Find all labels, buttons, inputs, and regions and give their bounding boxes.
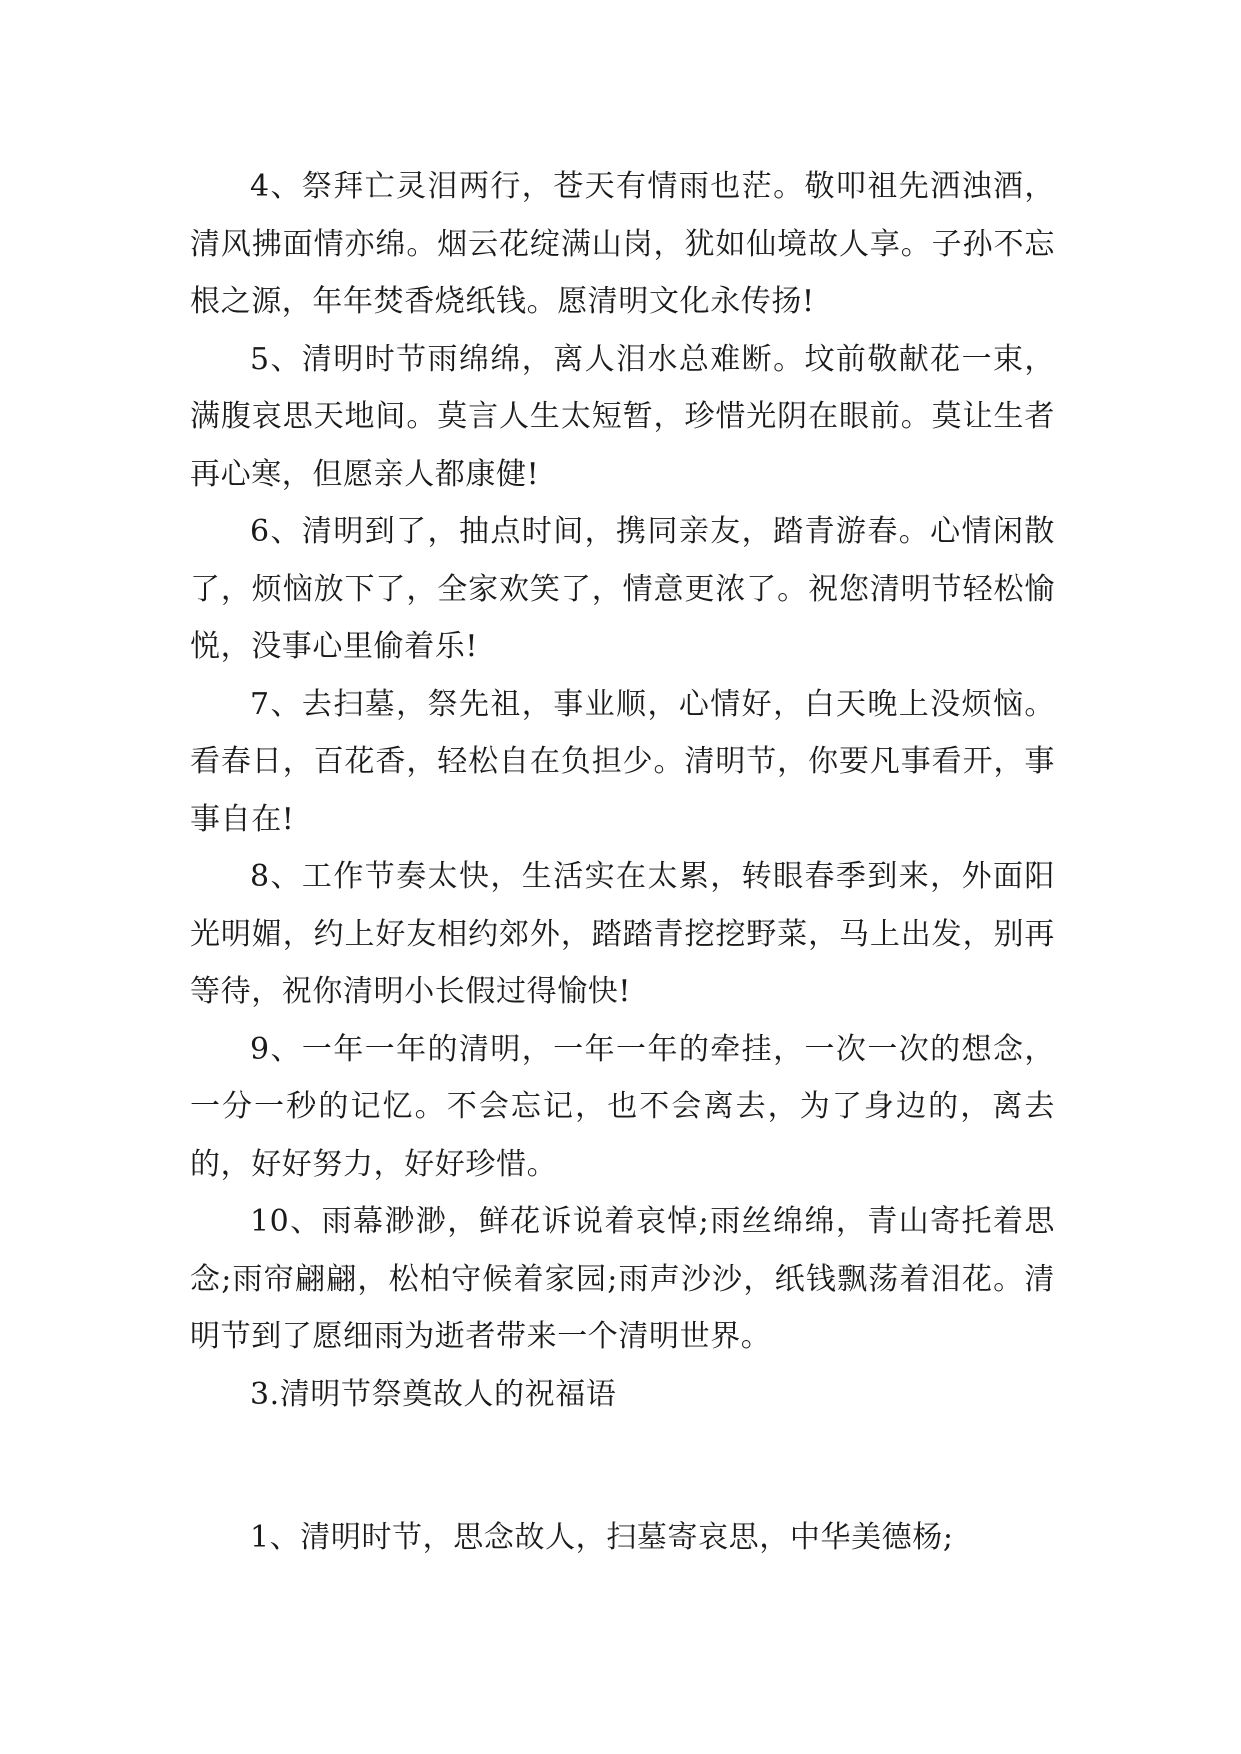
section-spacer	[190, 1423, 1055, 1509]
paragraph-7: 7、去扫墓，祭先祖，事业顺，心情好，白天晚上没烦恼。看春日，百花香，轻松自在负担少。清明节，你要凡事看开，事事自在!	[190, 686, 1055, 837]
paragraph-6: 6、清明到了，抽点时间，携同亲友，踏青游春。心情闲散了，烦恼放下了，全家欢笑了，情意更浓了。祝您清明节轻松愉悦，没事心里偷着乐!	[190, 514, 1055, 664]
section-heading: 3.清明节祭奠故人的祝福语	[250, 1376, 617, 1412]
paragraph-8: 8、工作节奏太快，生活实在太累，转眼春季到来，外面阳光明媚，约上好友相约郊外，踏踏青挖挖野菜，马上出发，别再等待，祝你清明小长假过得愉快!	[190, 859, 1055, 1009]
paragraph-10: 10、雨幕渺渺，鲜花诉说着哀悼;雨丝绵绵，青山寄托着思念;雨帘翩翩，松柏守候着家园;雨声沙沙，纸钱飘荡着泪花。清明节到了愿细雨为逝者带来一个清明世界。	[190, 1204, 1055, 1354]
paragraph-5: 5、清明时节雨绵绵，离人泪水总难断。坟前敬献花一束，满腹哀思天地间。莫言人生太短暂，珍惜光阴在眼前。莫让生者再心寒，但愿亲人都康健!	[190, 341, 1055, 492]
paragraph-1: 1、清明时节，思念故人，扫墓寄哀思，中华美德杨;	[250, 1520, 954, 1555]
paragraph-4: 4、祭拜亡灵泪两行，苍天有情雨也茫。敬叩祖先洒浊酒，清风拂面情亦绵。烟云花绽满山岗，犹如仙境故人享。子孙不忘根之源，年年焚香烧纸钱。愿清明文化永传扬!	[190, 169, 1055, 319]
paragraph-9: 9、一年一年的清明，一年一年的牵挂，一次一次的想念，一分一秒的记忆。不会忘记，也不会离去，为了身边的，离去的，好好努力，好好珍惜。	[190, 1031, 1055, 1182]
document-body	[190, 158, 1055, 1567]
